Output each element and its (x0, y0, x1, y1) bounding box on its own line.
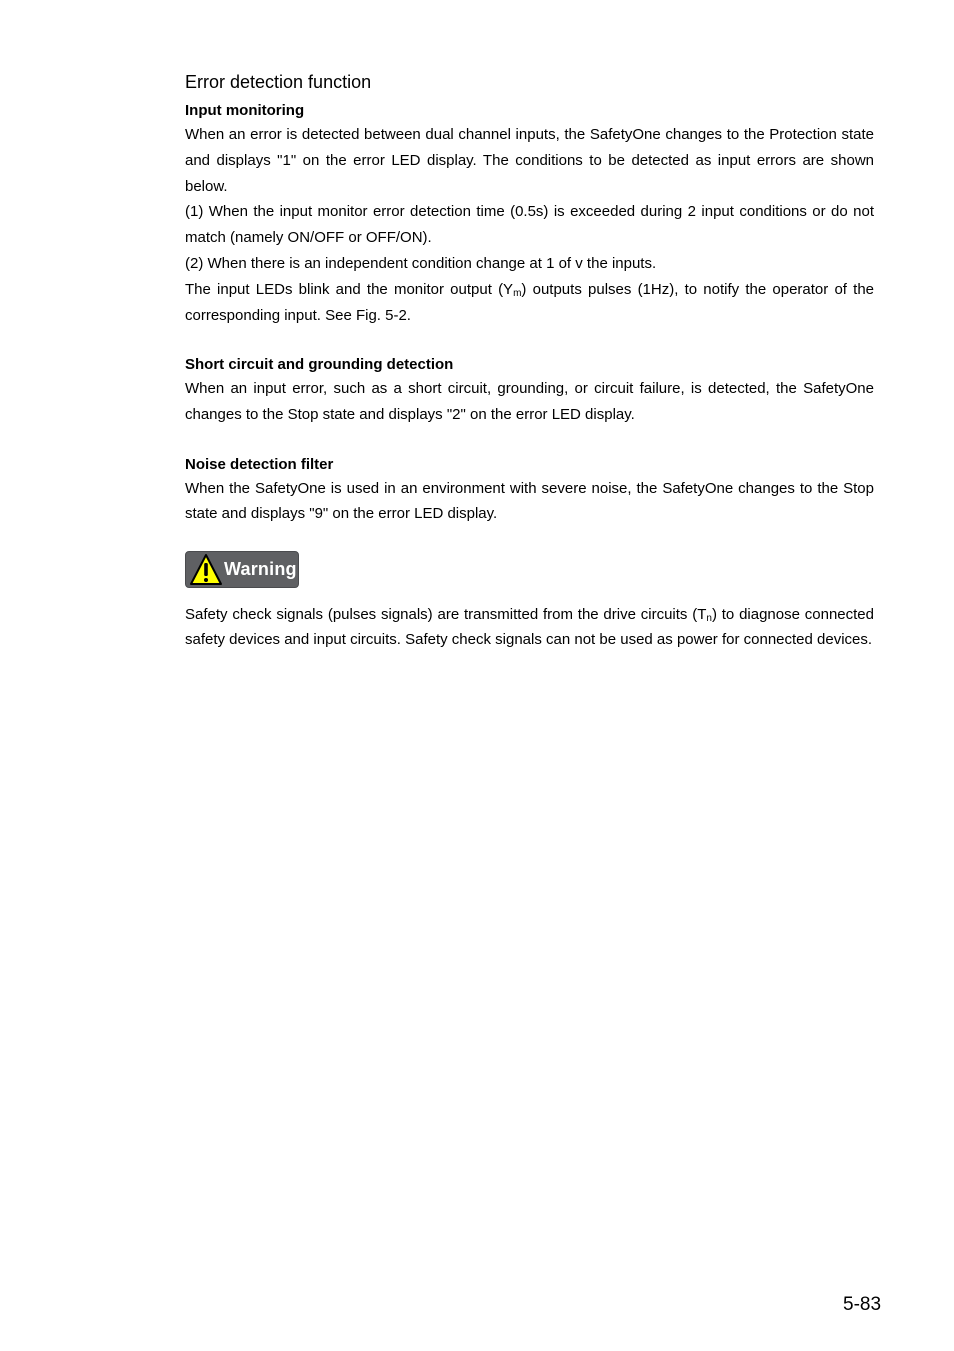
input-monitoring-heading: Input monitoring (185, 102, 305, 119)
input-monitoring-paragraph-4 (185, 277, 874, 329)
warning-paragraph (185, 602, 874, 654)
input-monitoring-p4-subscript: m (513, 287, 522, 299)
short-circuit-section (185, 354, 874, 428)
input-monitoring-condition-1: (1) When the input monitor error detection time (0.5s) is exceeded during 2 input conditions or do not match (namely ON/OFF or OFF/ON). (185, 203, 874, 247)
short-circuit-paragraph: When an input error, such as a short circuit, grounding, or circuit failure, is detected, the SafetyOne changes to the Stop state and displays "2" on the error LED display. (185, 380, 874, 423)
input-monitoring-section (185, 100, 874, 328)
noise-filter-heading: Noise detection filter (185, 455, 334, 473)
short-circuit-heading: Short circuit and grounding detection (185, 356, 454, 374)
section-title: Error detection function (185, 72, 372, 92)
page-content (185, 70, 874, 653)
noise-filter-section (185, 454, 874, 528)
input-monitoring-p4-after: ) outputs pulses (1Hz), to notify the operator of the corresponding input. See Fig. 5-2. (185, 280, 875, 324)
spacer (185, 328, 874, 354)
warning-text-before: Safety check signals (pulses signals) are transmitted from the drive circuits (T (185, 605, 707, 623)
warning-text-subscript: n (706, 612, 712, 624)
input-monitoring-paragraph-1: When an error is detected between dual channel inputs, the SafetyOne changes to the Protection state and displays "1" on the error LED display. The conditions to be detected as input errors are shown below. (185, 126, 874, 195)
warning-text-after: ) to diagnose connected safety devices and input circuits. Safety check signals can not be used as power for connected devices. (185, 605, 874, 649)
warning-triangle-icon (189, 553, 223, 587)
warning-section (185, 551, 874, 592)
input-monitoring-condition-2: (2) When there is an independent condition change at 1 of v the inputs. (185, 254, 657, 272)
input-monitoring-p4-before: The input LEDs blink and the monitor output (Y (185, 280, 514, 298)
warning-badge (185, 551, 299, 588)
spacer (185, 428, 874, 454)
page-number: 5-83 (843, 1294, 882, 1315)
warning-label: Warning (224, 559, 297, 580)
noise-filter-paragraph: When the SafetyOne is used in an environment with severe noise, the SafetyOne changes to the Stop state and displays "9" on the error LED display. (185, 479, 874, 523)
